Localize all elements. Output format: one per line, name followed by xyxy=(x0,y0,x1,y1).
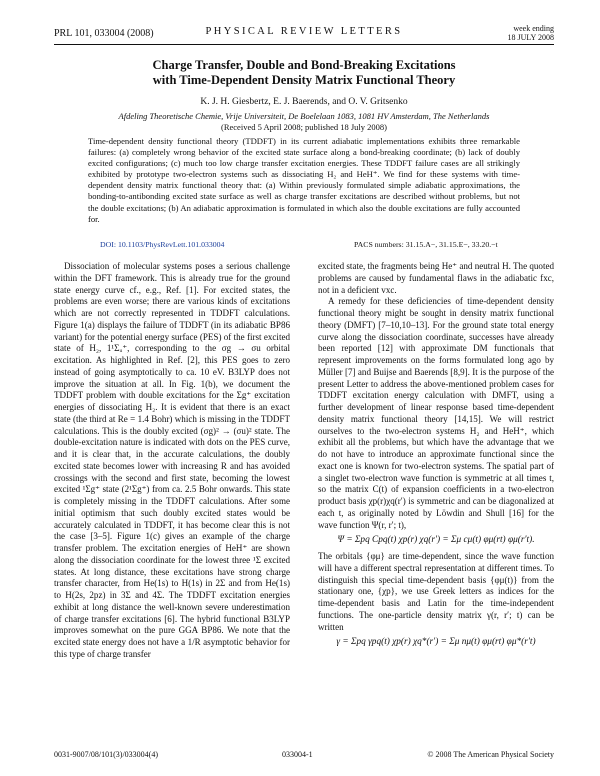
body-paragraph: The orbitals {φμ} are time-dependent, since the wave function will have a different spectral representation at different times. To distinguish this special time-dependent basis {φμ(t)} from the stationary one, {χp}, we use Greek letters as indices for the time-dependent basis and Latin for the time-independent functions. The one-particle density matrix γ(r, r′; t) can be written xyxy=(318,551,554,632)
week-ending-label: week ending xyxy=(513,24,554,33)
journal-name: PHYSICAL REVIEW LETTERS xyxy=(205,26,403,37)
received-date: (Received 5 April 2008; published 18 July 2008) xyxy=(221,121,387,132)
issue-date xyxy=(508,24,554,42)
body-paragraph: excited state, the fragments being He⁺ and neutral H. The quoted problems are caused by fundamental flaws in the adiabatic fxc, not in a deficient vxc. xyxy=(318,261,554,295)
author-list: K. J. H. Giesbertz, E. J. Baerends, and O. V. Gritsenko xyxy=(200,97,408,107)
header-rule xyxy=(54,44,554,45)
equation-density-matrix: γ = Σpq γpq(t) χp(r) χq*(r′) = Σμ nμ(t) φμ(rt) φμ*(r′t) xyxy=(336,637,536,648)
right-column xyxy=(318,261,554,653)
week-ending-date: 18 JULY 2008 xyxy=(507,33,554,42)
footer-issn: 0031-9007/08/101(3)/033004(4) xyxy=(54,750,158,759)
body-paragraph: Dissociation of molecular systems poses a serious challenge within the DFT framework. This is already true for the ground state energy curve cf., e.g., Ref. [1]. For excited states, the problems are even worse; there are various kinds of excitations which are not correctly represented in TDDFT calculations. Figure 1(a) displays the failure of TDDFT (in its adiabatic BP86 variant) for the potential energy surface (PES) of the first excited state of H₂, 1¹Σᵤ⁺, corresponding to the σg → σu orbital excitation. As highlighted in Ref. [2], this PES goes to zero instead of going asymptotically to ca. 10 eV. B3LYP does not improve the situation at all. In Fig. 1(b), we document the TDDFT problem with double excitations for the Σg⁺ excitation energies of dissociating H₂. It is evident that there is an exact state (the third at Re = 1.4 Bohr) which is missing in the TDDFT calculations. This is the doubly excited (σg)² → (σu)² state. The double-excitation nature is indicated with dots on the PES curve, and it is clear that, in the accurate calculations, the doubly excited state becomes lower with increasing R and has avoided crossings with the second and first state, becoming the lowest excited ¹Σg⁺ state (2¹Σg⁺) from ca. 2.5 Bohr onwards. This state is completely missing in the TDDFT calculations. After some initial optimism that such doubly excited states would be accurately calculated in TDDFT, it has become clear this is not the case [3–5]. Figure 1(c) gives an example of the charge transfer problem. The excitation energies of HeH⁺ are shown along the dissociation coordinate for the lowest three ¹Σ excited states. At long distance, these excitations have strong charge transfer character, from He(1s) to H(1s) in 2Σ and from He(1s) to H(2s, 2pz) in 3Σ and 4Σ. The TDDFT excitation energies exhibit at long distance the well-known severe underestimation of charge transfer excitations [6]. The hybrid functional B3LYP improves somewhat on the pure GGA BP86. We note that the excited state energy does not have a 1/R asymptotic behavior for this type of charge transfer xyxy=(54,261,290,659)
abstract: Time-dependent density functional theory (TDDFT) in its current adiabatic implementations exhibits three remarkable failures: (a) completely wrong behavior of the excited state surface along a bond-breaking coordinate; (b) lack of doubly excited configurations; (c) much too low charge transfer excitation energies. These TDDFT failure cases are all strikingly exhibited by prototype two-electron systems such as dissociating H₂ and HeH⁺. We find for these systems with time-dependent density matrix functional theory that: (a) Within previously formulated simple adiabatic approximations, the bonding-to-antibonding excited state surface as well as charge transfer excitations are described without problems, but not the double excitations; (b) An adiabatic approximation is formulated in which also the double excitations are fully accounted for. xyxy=(88,136,520,224)
footer-copyright: © 2008 The American Physical Society xyxy=(427,750,554,759)
doi-line[interactable] xyxy=(100,240,224,249)
left-column xyxy=(54,261,290,661)
equation-wavefunction: Ψ = Σpq Cpq(t) χp(r) χq(r′) = Σμ cμ(t) φμ(rt) φμ(r′t). xyxy=(337,535,535,546)
title-line-2: with Time-Dependent Density Matrix Functional Theory xyxy=(152,73,456,87)
journal-reference: PRL 101, 033004 (2008) xyxy=(54,28,154,39)
pacs-numbers: PACS numbers: 31.15.A−, 31.15.E−, 33.20.−t xyxy=(354,240,498,249)
title-line-1: Charge Transfer, Double and Bond-Breaking Excitations xyxy=(152,58,456,72)
body-paragraph: A remedy for these deficiencies of time-dependent density functional theory might be sought in density matrix functional theory (DMFT) [7–10,10–13]. For the ground state total energy curve along the dissociation coordinate, successes have already been reported [12] with approximate DM functionals that represent improvements on the forms formulated long ago by Müller [7] and Buijse and Baerends [8,9]. It is the purpose of the present Letter to address the above-mentioned problem cases for TDDFT excitation energy calculation with DMFT, using a further development of linear response based time-dependent density matrix functional theory [14,15]. We will restrict ourselves to the two-electron systems H₂ and HeH⁺, which exhibit all the problems, but which have the advantage that we do not have to introduce an approximate functional since the exact one is known for two-electron systems. The spatial part of a singlet two-electron wave function is symmetric at all times t, so the matrix C(t) of expansion coefficients in a two-electron product basis χp(r)χq(r′) is symmetric and can be diagonalized at each t, as originally noted by Löwdin and Shull [16] for the wave function Ψ(r, r′; t), xyxy=(318,296,554,530)
affiliation: Afdeling Theoretische Chemie, Vrije Universiteit, De Boelelaan 1083, 1081 HV Amsterdam, The Netherlands xyxy=(118,111,490,121)
paper-title xyxy=(54,58,554,88)
affiliation-block xyxy=(54,111,554,132)
footer-page-number: 033004-1 xyxy=(282,750,313,759)
doi-link[interactable]: DOI: 10.1103/PhysRevLett.101.033004 xyxy=(100,240,225,249)
running-header xyxy=(54,24,554,42)
